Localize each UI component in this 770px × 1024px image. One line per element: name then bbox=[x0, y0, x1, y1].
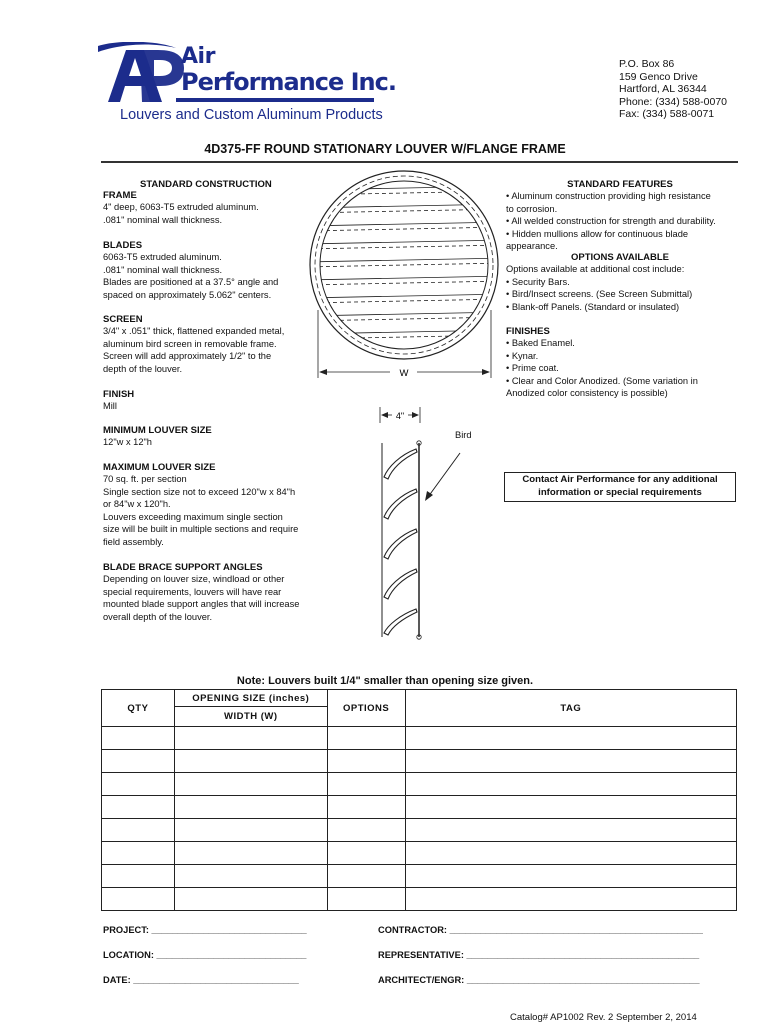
width-cell[interactable] bbox=[174, 888, 327, 911]
table-row bbox=[102, 819, 737, 842]
logo-underline bbox=[176, 98, 374, 102]
options-line: • Bird/Insect screens. (See Screen Submittal) bbox=[506, 289, 693, 299]
louver-front-view-diagram bbox=[305, 170, 505, 380]
qty-cell[interactable] bbox=[102, 888, 175, 911]
tag-cell[interactable] bbox=[405, 819, 736, 842]
representative-field[interactable]: REPRESENTATIVE: _____________________________________________ bbox=[378, 950, 700, 960]
contact-box bbox=[504, 472, 736, 502]
width-dimension-label: W bbox=[399, 368, 409, 379]
table-row bbox=[102, 865, 737, 888]
finishes-line: Anodized color consistency is possible) bbox=[506, 388, 668, 398]
qty-cell[interactable] bbox=[102, 819, 175, 842]
qty-cell[interactable] bbox=[102, 796, 175, 819]
company-address bbox=[619, 58, 727, 121]
feature-line: to corrosion. bbox=[506, 203, 558, 214]
max-size-line: Louvers exceeding maximum single section bbox=[103, 511, 283, 522]
qty-cell[interactable] bbox=[102, 865, 175, 888]
blades-line: Blades are positioned at a 37.5° angle and bbox=[103, 277, 279, 287]
page-title: 4D375-FF ROUND STATIONARY LOUVER W/FLANGE FRAME bbox=[204, 142, 566, 156]
qty-cell[interactable] bbox=[102, 773, 175, 796]
tag-cell[interactable] bbox=[405, 865, 736, 888]
finish-label: FINISH bbox=[103, 389, 135, 400]
blades-line: spaced on approximately 5.062" centers. bbox=[103, 289, 272, 300]
bird-screen-label: Bird bbox=[455, 430, 472, 440]
blade-profiles bbox=[384, 449, 417, 635]
width-cell[interactable] bbox=[174, 750, 327, 773]
frame-section bbox=[103, 190, 259, 226]
max-size-line: size will be built in multiple sections and require bbox=[103, 524, 299, 534]
blades-line: 6063-T5 extruded aluminum. bbox=[103, 252, 222, 262]
finishes-line: • Kynar. bbox=[506, 350, 539, 361]
screen-line: depth of the louver. bbox=[103, 363, 183, 374]
company-name-line2: Performance Inc. bbox=[181, 68, 396, 96]
project-field[interactable]: PROJECT: ______________________________ bbox=[103, 925, 307, 935]
blades-label: BLADES bbox=[103, 240, 143, 251]
address-line: Phone: (334) 588-0070 bbox=[619, 95, 727, 108]
address-line: Hartford, AL 36344 bbox=[619, 83, 707, 96]
title-divider bbox=[101, 161, 738, 163]
tag-cell[interactable] bbox=[405, 842, 736, 865]
options-cell[interactable] bbox=[327, 750, 405, 773]
architect-field[interactable]: ARCHITECT/ENGR: _____________________________________________ bbox=[378, 975, 700, 985]
finish-section bbox=[103, 389, 134, 413]
qty-cell[interactable] bbox=[102, 750, 175, 773]
options-cell[interactable] bbox=[327, 865, 405, 888]
contact-line: information or special requirements bbox=[538, 487, 702, 498]
width-cell[interactable] bbox=[174, 819, 327, 842]
date-field[interactable]: DATE: ________________________________ bbox=[103, 975, 299, 985]
frame-label: FRAME bbox=[103, 190, 137, 201]
finishes-heading: FINISHES bbox=[506, 326, 550, 337]
max-size-line: 70 sq. ft. per section bbox=[103, 474, 187, 484]
options-cell[interactable] bbox=[327, 727, 405, 750]
frame-line: .081" nominal wall thickness. bbox=[103, 214, 223, 225]
width-cell[interactable] bbox=[174, 865, 327, 888]
table-row bbox=[102, 796, 737, 819]
address-line: P.O. Box 86 bbox=[619, 58, 675, 70]
blades-section bbox=[103, 240, 278, 301]
width-cell[interactable] bbox=[174, 796, 327, 819]
options-cell[interactable] bbox=[327, 842, 405, 865]
company-tagline: Louvers and Custom Aluminum Products bbox=[120, 107, 383, 123]
tag-cell[interactable] bbox=[405, 773, 736, 796]
table-row bbox=[102, 888, 737, 911]
options-line: • Blank-off Panels. (Standard or insulated) bbox=[506, 301, 680, 312]
sizing-note: Note: Louvers built 1/4" smaller than opening size given. bbox=[236, 675, 534, 687]
feature-line: • Aluminum construction providing high resistance bbox=[506, 191, 711, 201]
feature-line: • All welded construction for strength and durability. bbox=[506, 216, 716, 226]
max-size-label: MAXIMUM LOUVER SIZE bbox=[103, 462, 216, 473]
brace-line: overall depth of the louver. bbox=[103, 611, 213, 622]
options-cell[interactable] bbox=[327, 773, 405, 796]
tag-cell[interactable] bbox=[405, 750, 736, 773]
finish-line: Mill bbox=[103, 401, 117, 411]
options-cell[interactable] bbox=[327, 888, 405, 911]
options-line: Options available at additional cost include: bbox=[506, 264, 685, 274]
options-available-section bbox=[506, 252, 734, 313]
feature-line: • Hidden mullions allow for continuous blade bbox=[506, 228, 689, 239]
table-row bbox=[102, 750, 737, 773]
tag-header: TAG bbox=[405, 690, 736, 727]
finishes-line: • Baked Enamel. bbox=[506, 338, 575, 348]
contractor-field[interactable]: CONTRACTOR: _________________________________________________ bbox=[378, 925, 703, 935]
standard-construction-heading: STANDARD CONSTRUCTION bbox=[140, 179, 272, 190]
brace-line: mounted blade support angles that will increase bbox=[103, 599, 300, 609]
table-row bbox=[102, 727, 737, 750]
finishes-line: • Clear and Color Anodized. (Some variation in bbox=[506, 375, 698, 386]
screen-section bbox=[103, 314, 284, 375]
min-size-line: 12"w x 12"h bbox=[103, 437, 152, 447]
tag-cell[interactable] bbox=[405, 796, 736, 819]
max-size-line: field assembly. bbox=[103, 536, 164, 547]
screen-line: 3/4" x .051" thick, flattened expanded metal, bbox=[103, 326, 285, 336]
min-size-label: MINIMUM LOUVER SIZE bbox=[103, 425, 212, 436]
standard-features-heading: STANDARD FEATURES bbox=[567, 179, 673, 190]
brace-line: special requirements, louvers will have rear bbox=[103, 586, 282, 597]
options-cell[interactable] bbox=[327, 819, 405, 842]
tag-cell[interactable] bbox=[405, 727, 736, 750]
standard-features-section bbox=[506, 179, 734, 253]
qty-cell[interactable] bbox=[102, 842, 175, 865]
table-row bbox=[102, 842, 737, 865]
width-cell[interactable] bbox=[174, 842, 327, 865]
width-cell[interactable] bbox=[174, 727, 327, 750]
brace-section bbox=[103, 562, 299, 623]
qty-cell[interactable] bbox=[102, 727, 175, 750]
qty-header: QTY bbox=[102, 690, 175, 727]
frame-line: 4" deep, 6063-T5 extruded aluminum. bbox=[103, 202, 259, 212]
options-cell[interactable] bbox=[327, 796, 405, 819]
louver-schedule-table bbox=[101, 689, 737, 911]
options-header: OPTIONS bbox=[327, 690, 405, 727]
company-name-line1: Air bbox=[181, 44, 215, 69]
brace-line: Depending on louver size, windload or other bbox=[103, 574, 285, 584]
address-line: 159 Genco Drive bbox=[619, 70, 698, 83]
screen-label: SCREEN bbox=[103, 314, 143, 325]
brace-label: BLADE BRACE SUPPORT ANGLES bbox=[103, 562, 263, 573]
opening-size-header: OPENING SIZE (inches) bbox=[174, 690, 327, 707]
tag-cell[interactable] bbox=[405, 888, 736, 911]
width-header: WIDTH (W) bbox=[174, 707, 327, 727]
finishes-line: • Prime coat. bbox=[506, 363, 559, 373]
blades-line: .081" nominal wall thickness. bbox=[103, 264, 223, 275]
screen-line: Screen will add approximately 1/2" to the bbox=[103, 351, 272, 361]
depth-dimension-label: 4" bbox=[395, 411, 405, 421]
contact-line: Contact Air Performance for any additional bbox=[522, 474, 718, 485]
max-size-line: Single section size not to exceed 120"w x 84"h bbox=[103, 486, 296, 497]
options-available-heading: OPTIONS AVAILABLE bbox=[571, 252, 669, 263]
screen-line: aluminum bird screen in removable frame. bbox=[103, 338, 277, 349]
location-field[interactable]: LOCATION: _____________________________ bbox=[103, 950, 307, 960]
table-row bbox=[102, 773, 737, 796]
max-size-line: or 84"w x 120"h. bbox=[103, 499, 171, 509]
address-line: Fax: (334) 588-0071 bbox=[619, 108, 715, 121]
max-size-section bbox=[103, 462, 298, 548]
finishes-section bbox=[506, 326, 734, 400]
options-line: • Security Bars. bbox=[506, 276, 570, 287]
catalog-number: Catalog# AP1002 Rev. 2 September 2, 2014 bbox=[510, 1012, 697, 1023]
feature-line: appearance. bbox=[506, 241, 558, 251]
min-size-section bbox=[103, 425, 212, 449]
width-cell[interactable] bbox=[174, 773, 327, 796]
